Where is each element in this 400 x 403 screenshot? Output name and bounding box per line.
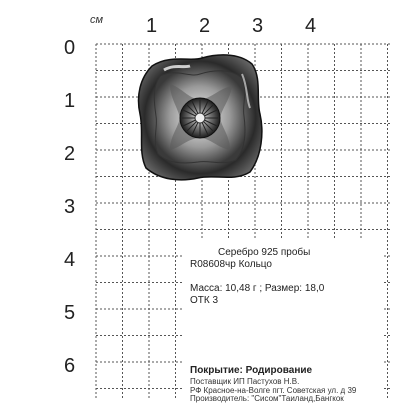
- ruler-left-5: 5: [64, 302, 76, 324]
- label-address: РФ Красное-на-Волге пгт. Советская ул. д 39: [190, 386, 357, 395]
- unit-label: см: [90, 14, 104, 26]
- ruler-top-3: 3: [252, 15, 264, 37]
- ruler-left-1: 1: [64, 90, 76, 112]
- ring-photo: [130, 48, 270, 188]
- label-mass-size: Масса: 10,48 г ; Размер: 18,0: [190, 283, 325, 294]
- label-supplier: Поставщик ИП Пастухов Н.В.: [190, 377, 300, 386]
- ruler-top-2: 2: [199, 15, 211, 37]
- ruler-top-4: 4: [305, 15, 317, 37]
- ruler-left-6: 6: [64, 355, 76, 377]
- label-metal: Серебро 925 пробы: [218, 247, 311, 258]
- ruler-left-3: 3: [64, 196, 76, 218]
- ruler-left-0: 0: [64, 37, 76, 59]
- ruler-left-4: 4: [64, 249, 76, 271]
- label-otk: ОТК 3: [190, 295, 219, 306]
- ruler-top-1: 1: [146, 15, 158, 37]
- label-coating: Покрытие: Родирование: [190, 365, 313, 376]
- ruler-left-2: 2: [64, 143, 76, 165]
- label-producer: Производитель: "Сисом"Таиланд,Бангкок: [190, 394, 344, 403]
- label-article: R08608чр Кольцо: [190, 259, 272, 270]
